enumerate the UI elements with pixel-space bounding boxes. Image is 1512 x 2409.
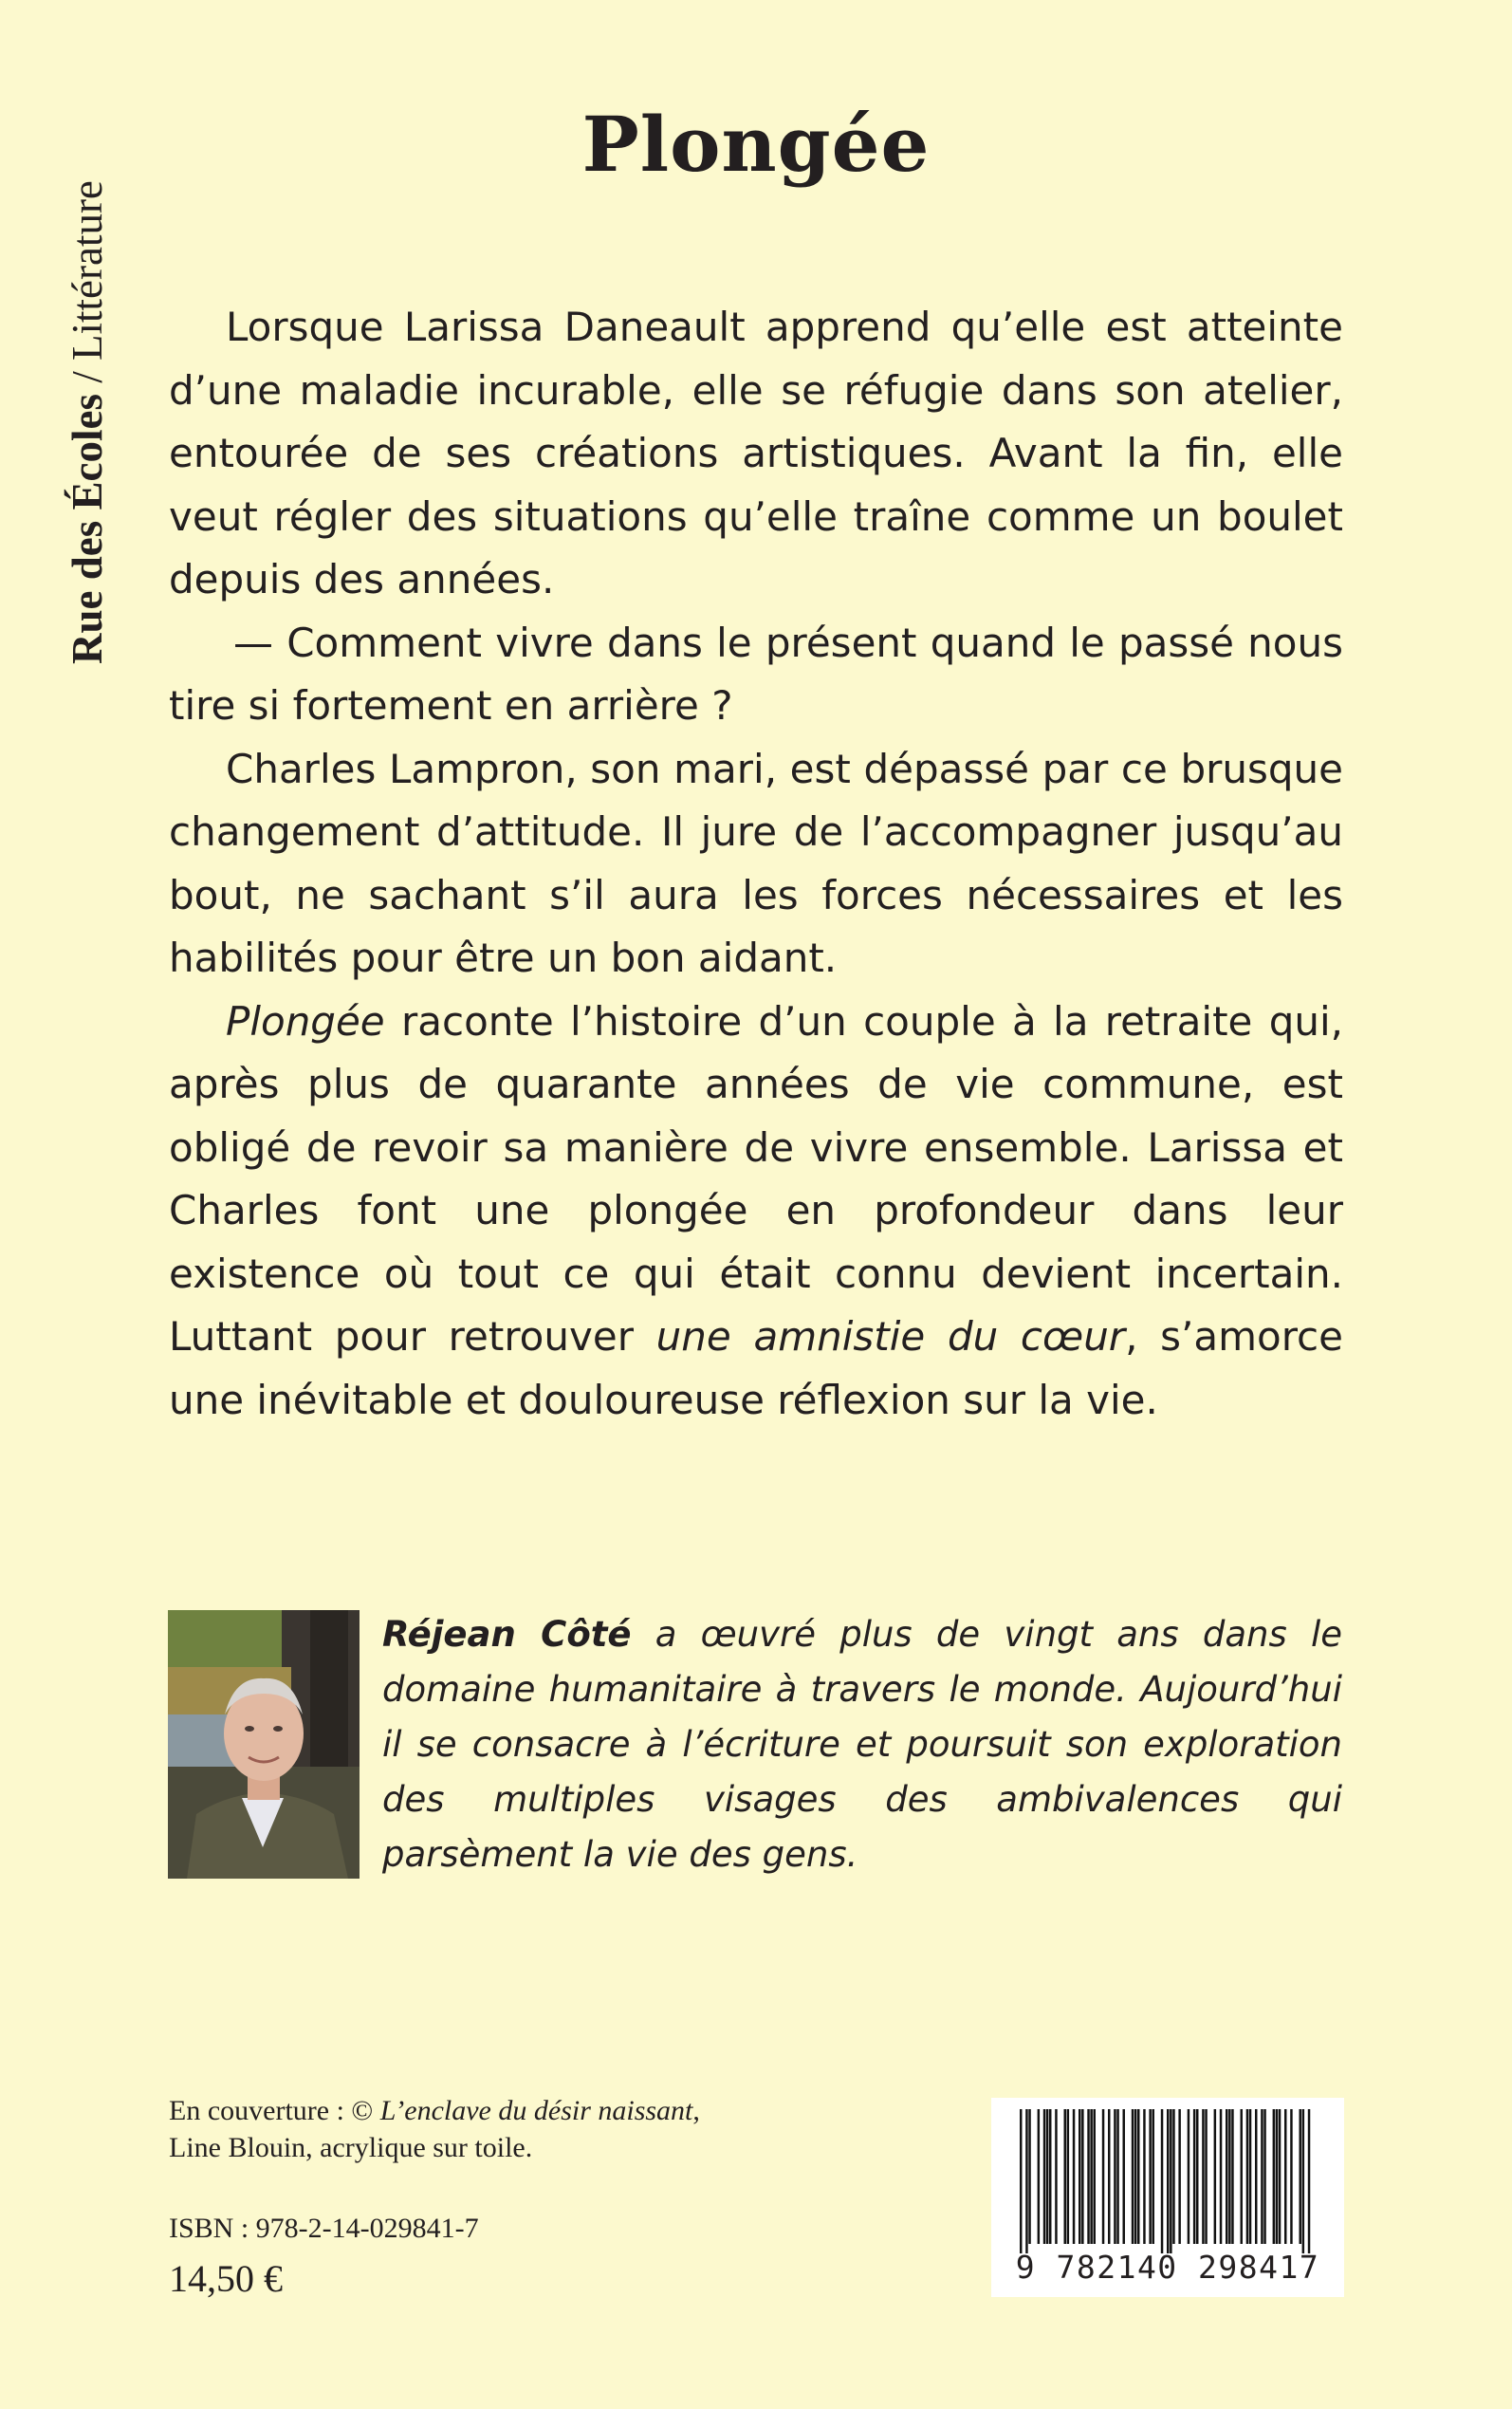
blurb-paragraph-1: Lorsque Larissa Daneault apprend qu’elle est atteinte d’une maladie incurable, elle se réfugie dans son atelier, entourée de ses créations artistiques. Avant la fin, elle veut régler des situations qu’elle traîne comme un boulet depuis des années. <box>169 304 1343 602</box>
blurb-quote: une amnistie du cœur <box>655 1313 1126 1360</box>
series-category: Littérature <box>64 180 111 361</box>
barcode-bar <box>1249 2109 1251 2244</box>
barcode-bar <box>1246 2109 1248 2244</box>
barcode-bar <box>1046 2109 1048 2244</box>
barcode-bar <box>1055 2109 1057 2244</box>
barcode-bar <box>1132 2109 1134 2244</box>
barcode-bar <box>1228 2109 1230 2244</box>
blurb-paragraph-4: Plongée raconte l’histoire d’un couple à la retraite qui, après plus de quarante années de vie commune, est obligé de revoir sa manière de vivre ensemble. Larissa et Charles font une plongée en profondeur dans leur existence où tout ce qui était connu devient incertain. Luttant pour retrouver une amnistie du cœur, s’amorce une inévitable et douloureuse réflexion sur la vie. <box>169 997 1343 1423</box>
barcode-bar <box>1137 2109 1139 2244</box>
barcode-bar <box>1273 2109 1275 2244</box>
barcode-bar <box>1231 2109 1233 2244</box>
author-name: Réjean Côté <box>382 1614 632 1655</box>
book-blurb <box>169 296 1343 1432</box>
barcode-bar <box>1202 2109 1204 2244</box>
barcode-bar <box>1149 2109 1151 2244</box>
artwork-title: L’enclave du désir naissant <box>379 2095 693 2126</box>
cover-credits <box>169 2092 738 2166</box>
price: 14,50 € <box>169 2257 283 2300</box>
barcode-bar <box>1205 2109 1207 2244</box>
barcode-bar <box>1043 2109 1045 2244</box>
barcode-bar <box>1302 2109 1304 2253</box>
barcode-bar <box>1090 2109 1092 2244</box>
barcode-bar <box>1167 2109 1169 2253</box>
series-name: Rue des Écoles <box>64 394 111 664</box>
barcode-bar <box>1214 2109 1216 2244</box>
barcode-bar <box>1102 2109 1104 2244</box>
barcode-bar <box>1038 2109 1040 2244</box>
barcode-bar <box>1108 2109 1110 2244</box>
barcode-bar <box>1188 2109 1189 2244</box>
barcode-bar <box>1064 2109 1066 2244</box>
barcode-bar <box>1284 2109 1286 2244</box>
barcode-bar <box>1170 2109 1171 2253</box>
barcode-bar <box>1220 2109 1222 2244</box>
barcode-bar <box>1116 2109 1118 2244</box>
barcode-bar <box>1255 2109 1257 2244</box>
barcode-bar <box>1123 2109 1125 2244</box>
cover-credit-line-1: En couverture : © L’enclave du désir naissant, <box>169 2095 700 2126</box>
author-bio <box>382 1607 1342 1882</box>
author-photo <box>168 1610 360 1879</box>
barcode-bar <box>1028 2109 1030 2244</box>
barcode-bar <box>1134 2109 1136 2244</box>
barcode-bar <box>1196 2109 1198 2244</box>
barcode-bar <box>1226 2109 1227 2244</box>
blurb-paragraph-3: Charles Lampron, son mari, est dépassé par ce brusque changement d’attitude. Il jure de l’accompagner jusqu’au bout, ne sachant s’il aura les forces nécessaires et les habilités pour être un bon aidant. <box>169 745 1343 981</box>
barcode-bar <box>1152 2109 1154 2244</box>
barcode-bar <box>1049 2109 1051 2244</box>
barcode-bar <box>1079 2109 1080 2244</box>
barcode-bar <box>1020 2109 1022 2253</box>
barcode-bar <box>1241 2109 1243 2244</box>
barcode-bar <box>1025 2109 1027 2253</box>
barcode-bar <box>1193 2109 1195 2244</box>
author-bio-text: a œuvré plus de vingt ans dans le domaine humanitaire à travers le monde. Aujourd’hui il se consacre à l’écriture et poursuit son exploration des multiples visages des ambivalences qui parsèment la vie des gens. <box>382 1614 1342 1875</box>
barcode-bar <box>1143 2109 1145 2244</box>
barcode-bar <box>1178 2109 1180 2244</box>
series-separator: / <box>64 360 111 394</box>
barcode-bar <box>1161 2109 1163 2253</box>
book-title: Plongée <box>581 100 931 189</box>
barcode-bar <box>1172 2109 1174 2244</box>
barcode-bar <box>1094 2109 1096 2244</box>
barcode-bar <box>1067 2109 1069 2244</box>
barcode-bar <box>1279 2109 1281 2244</box>
barcode-bar <box>1276 2109 1278 2244</box>
barcode-digits: 9 782140 298417 <box>1015 2249 1320 2286</box>
blurb-title-reference: Plongée <box>226 997 385 1045</box>
cover-credit-line-2: Line Blouin, acrylique sur toile. <box>169 2132 533 2163</box>
barcode-bar <box>1087 2109 1089 2244</box>
barcode-bar <box>1073 2109 1075 2244</box>
barcode-bar <box>1290 2109 1292 2244</box>
barcode-bar <box>1308 2109 1310 2253</box>
blurb-dialogue: — Comment vivre dans le présent quand le passé nous tire si fortement en arrière ? <box>169 619 1343 729</box>
barcode-bar <box>1114 2109 1116 2244</box>
isbn: ISBN : 978-2-14-029841-7 <box>169 2213 479 2244</box>
barcode <box>991 2098 1344 2297</box>
barcode-bar <box>1263 2109 1265 2244</box>
barcode-bar <box>1261 2109 1263 2244</box>
barcode-bar <box>1300 2109 1301 2244</box>
barcode-bar <box>1081 2109 1083 2244</box>
